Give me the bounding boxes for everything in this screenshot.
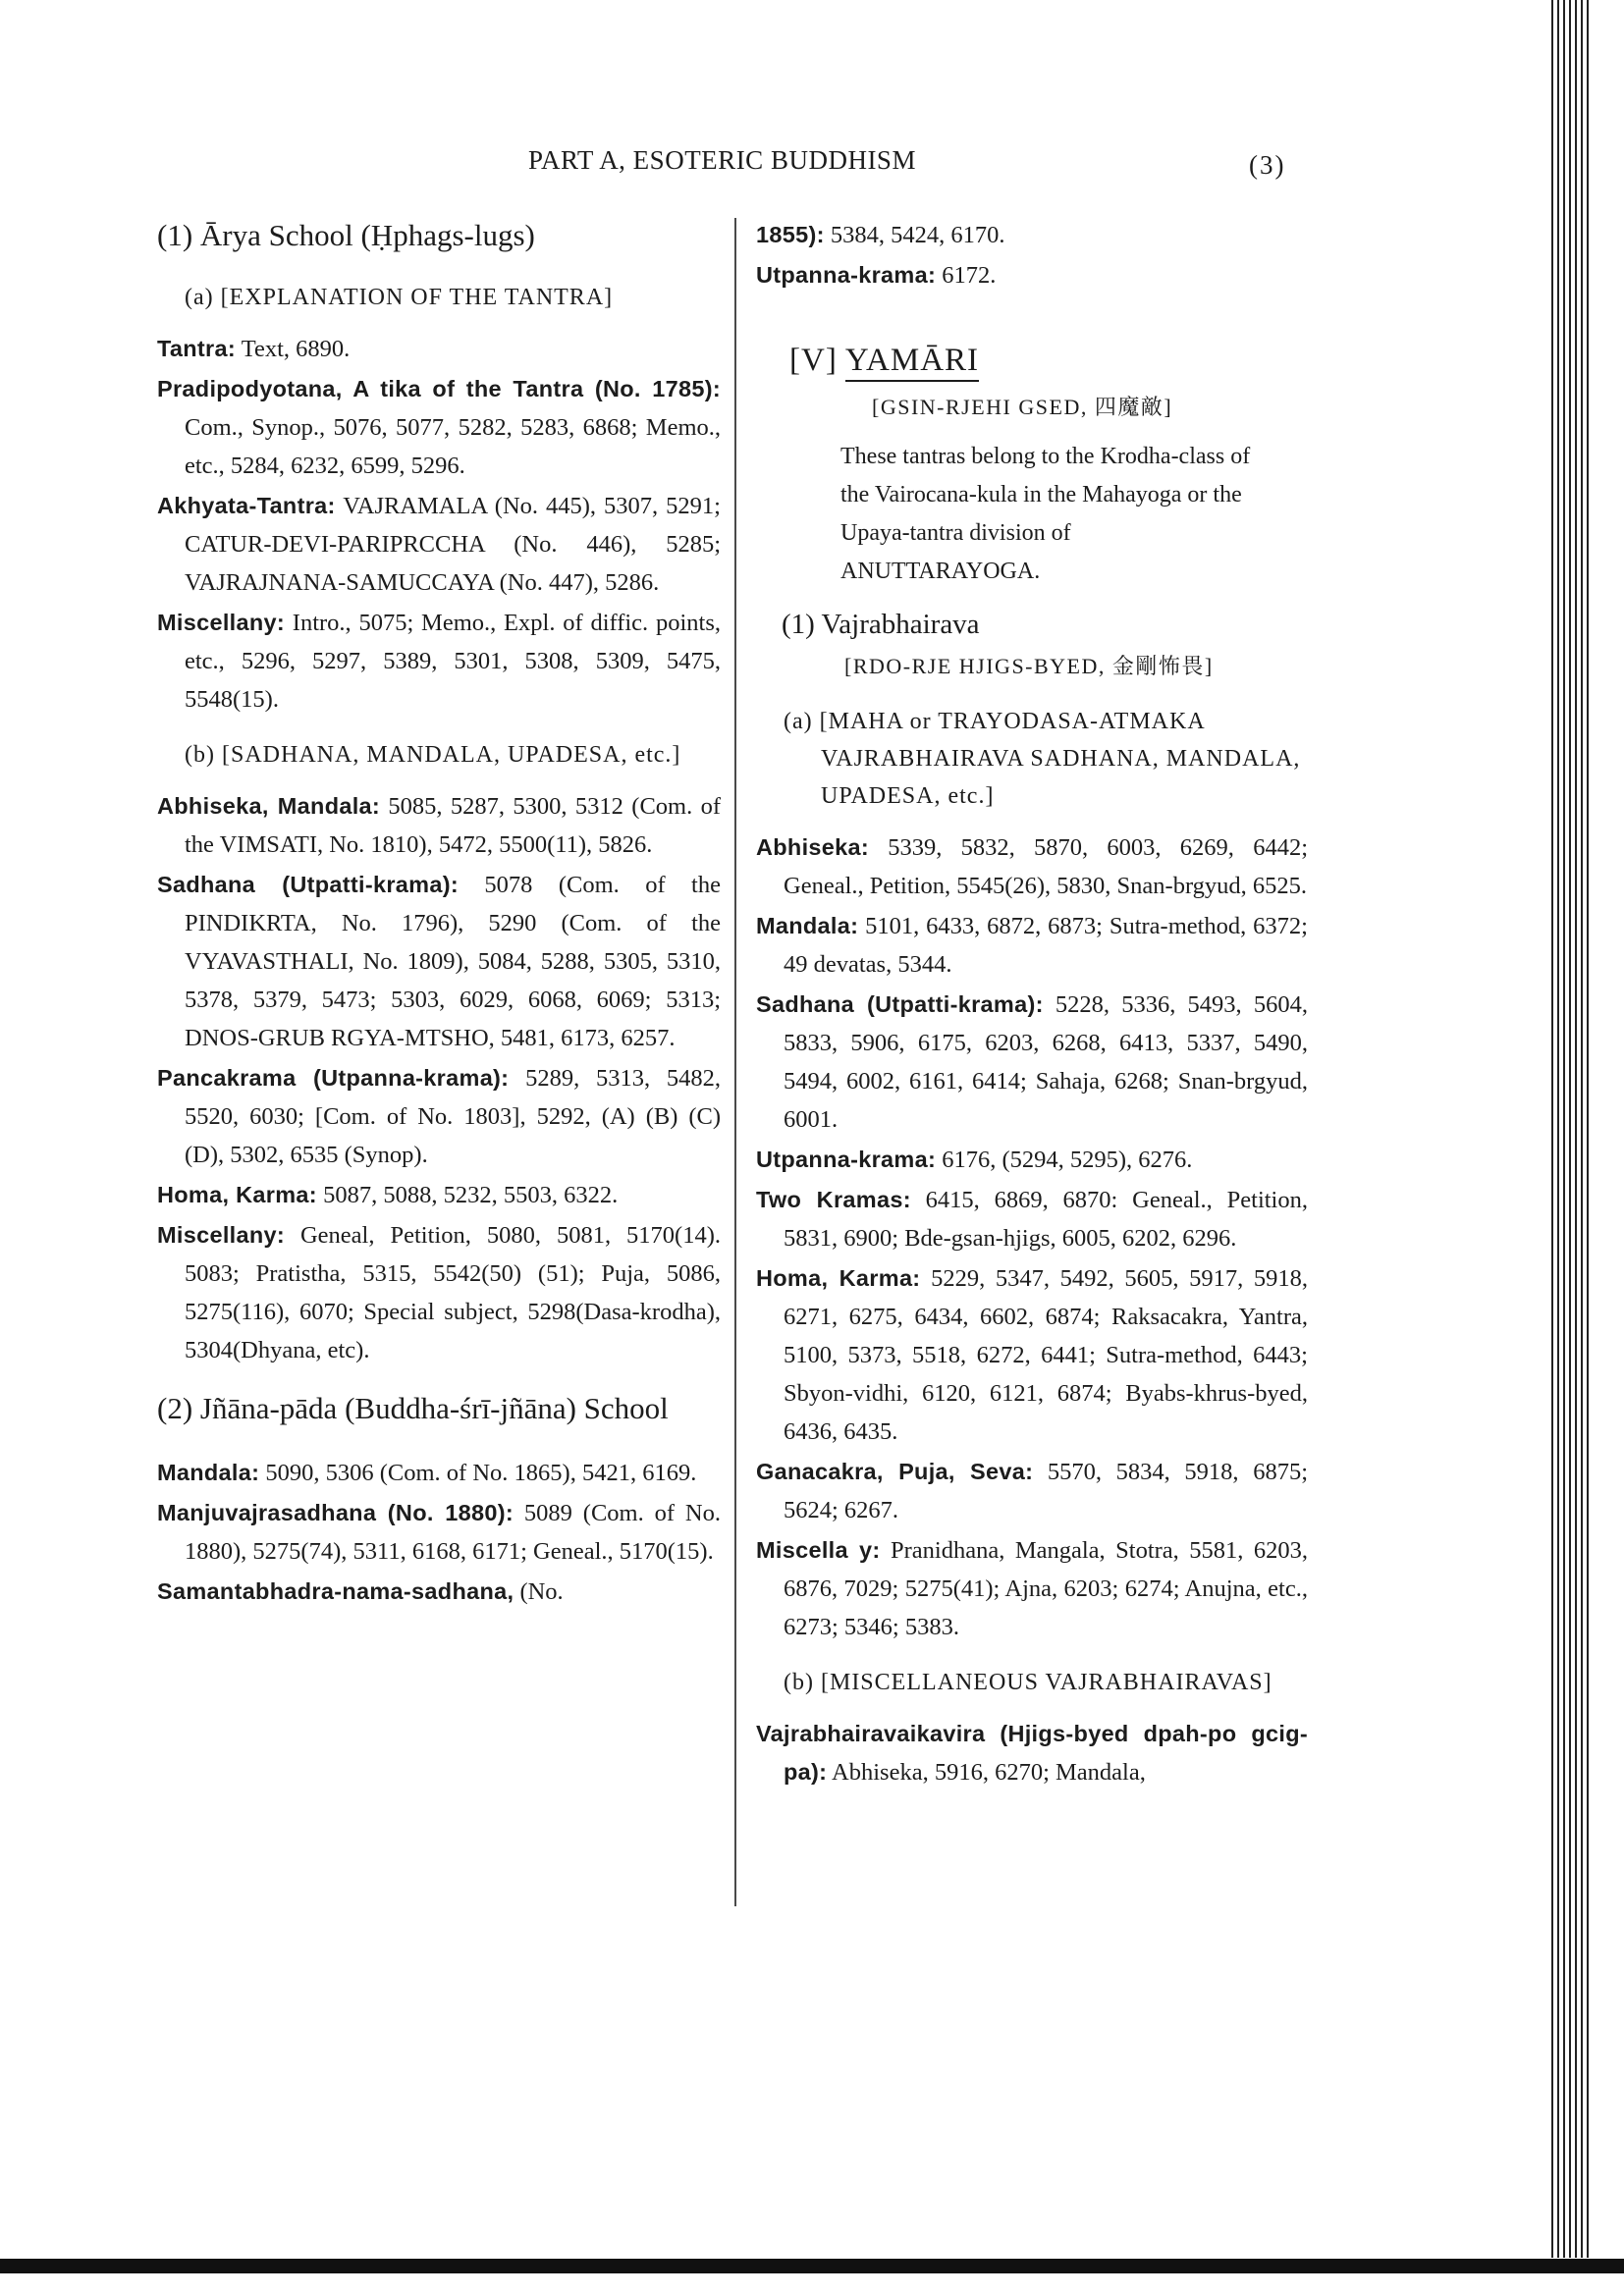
entry-term: Manjuvajrasadhana (No. 1880): [157,1500,514,1525]
index-entry [756,1715,1308,1791]
entry-text: Intro., 5075; Memo., Expl. of diffic. points, etc., 5296, 5297, 5389, 5301, 5308, 5309, 5475, 5548(15). [185,610,721,713]
entry-text: Com., Synop., 5076, 5077, 5282, 5283, 6868; Memo., etc., 5284, 6232, 6599, 5296. [185,414,721,479]
entry-text: Pranidhana, Mangala, Stotra, 5581, 6203, 6876, 7029; 5275(41); Ajna, 6203; 6274; Anujna, etc., 6273; 5346; 5383. [784,1537,1309,1640]
entry-text: (No. [514,1578,564,1605]
entry-term: Pradipodyotana, A tika of the Tantra (No. 1785): [157,376,721,401]
index-entry [157,370,721,485]
entry-text: 6176, (5294, 5295), 6276. [936,1147,1193,1173]
index-entry [157,330,721,368]
entry-text: 6172. [936,262,997,289]
index-entry [756,907,1308,984]
index-entry [756,1531,1308,1646]
index-entry [157,1216,721,1369]
entry-text: VAJRAMALA (No. 445), 5307, 5291; CATUR-DEVI-PARIPRCCHA (No. 446), 5285; VAJRAJNANA-SAMUCCAYA (No. 447), 5286. [185,493,721,596]
column-divider [734,218,736,1906]
index-entry [157,866,721,1057]
entry-text: Text, 6890. [236,336,351,362]
entry-text: 5101, 6433, 6872, 6873; Sutra-method, 6372; 49 devatas, 5344. [784,913,1308,978]
page-number: (3) [1249,150,1286,180]
entry-term: Abhiseka, Mandala: [157,793,381,819]
index-entry [157,1494,721,1571]
entry-term: Sadhana (Utpatti-krama): [756,991,1044,1017]
index-entry [157,604,721,719]
scan-bottom-bar [0,2259,1624,2273]
index-entry [756,256,1308,294]
index-entry [756,828,1308,905]
entry-term: Tantra: [157,336,237,361]
entry-term: Akhyata-Tantra: [157,493,336,518]
entry-term: Mandala: [157,1460,260,1485]
index-entry [756,216,1308,254]
subheading-maha: (a) [MAHA or TRAYODASA-ATMAKA VAJRABHAIRAVA SADHANA, MANDALA, UPADESA, etc.] [784,709,1301,809]
major-heading-title: YAMĀRI [845,343,979,382]
entry-term: Homa, Karma: [157,1182,317,1207]
class-note: These tantras belong to the Krodha-class of the Vairocana-kula in the Mahayoga or the Upaya-tantra division of ANUTTARAYOGA. [840,444,1251,584]
major-heading-yamari [789,340,1308,381]
entry-term: Abhiseka: [756,834,870,860]
index-entry [756,1181,1308,1257]
entry-term: Utpanna-krama: [756,262,937,288]
entry-term: Ganacakra, Puja, Seva: [756,1459,1034,1484]
entry-text: Geneal, Petition, 5080, 5081, 5170(14). 5083; Pratistha, 5315, 5542(50) (51); Puja, 5086, 5275(116), 6070; Special subject, 5298(Dasa-krodha), 5304(Dhyana, etc). [185,1222,721,1363]
subheading-explanation: (a) [EXPLANATION OF THE TANTRA] [185,285,614,310]
index-entry [756,1141,1308,1179]
subsection-heading-vajrabhairava: (1) Vajrabhairava [782,609,980,640]
entry-text: 5289, 5313, 5482, 5520, 6030; [Com. of No. 1803], 5292, (A) (B) (C) (D), 5302, 6535 (Synop). [185,1065,721,1168]
entry-text: 5089 (Com. of No. 1880), 5275(74), 5311, 6168, 6171; Geneal., 5170(15). [185,1500,721,1565]
entry-term: Samantabhadra-nama-sadhana, [157,1578,514,1604]
entry-term: Vajrabhairavaikavira (Hjigs-byed dpah-po gcig-pa): [756,1721,1308,1785]
entry-text: 5570, 5834, 5918, 6875; 5624; 6267. [784,1459,1309,1523]
index-entry [157,787,721,864]
index-entry [157,1176,721,1214]
entry-term: Mandala: [756,913,859,938]
section-heading-jnana-pada: (2) Jñāna-pāda (Buddha-śrī-jñāna) School [157,1391,669,1425]
entry-term: 1855): [756,222,825,247]
entry-text: Abhiseka, 5916, 6270; Mandala, [827,1759,1146,1786]
right-column [756,216,1308,1793]
entry-term: Miscellany: [157,610,285,635]
scan-binding-edge [1551,0,1598,2258]
subheading-sadhana: (b) [SADHANA, MANDALA, UPADESA, etc.] [185,742,681,768]
entry-term: Pancakrama (Utpanna-krama): [157,1065,510,1091]
index-entry [756,1259,1308,1451]
entry-text: 5087, 5088, 5232, 5503, 6322. [316,1182,619,1208]
tibetan-title: [GSIN-RJEHI GSED, 四魔敵] [872,395,1173,419]
index-entry [157,1059,721,1174]
entry-text: 5228, 5336, 5493, 5604, 5833, 5906, 6175, 6203, 6268, 6413, 5337, 5490, 5494, 6002, 6161, 6414; Sahaja, 6268; Snan-brgyud, 6001. [784,991,1308,1133]
entry-term: Two Kramas: [756,1187,911,1212]
entry-term: Homa, Karma: [756,1265,921,1291]
index-entry [756,1453,1308,1529]
major-heading-label: [V] [789,343,838,378]
entry-term: Miscella y: [756,1537,881,1563]
entry-text: 5229, 5347, 5492, 5605, 5917, 5918, 6271, 6275, 6434, 6602, 6874; Raksacakra, Yantra, 5100, 5373, 5518, 6272, 6441; Sutra-method, 6443; Sbyon-vidhi, 6120, 6121, 6874; Byabs-khrus-byed, 6436, 6435. [784,1265,1308,1445]
entry-text: 5085, 5287, 5300, 5312 (Com. of the VIMSATI, No. 1810), 5472, 5500(11), 5826. [185,793,721,858]
running-header: PART A, ESOTERIC BUDDHISM [528,145,916,175]
entry-term: Miscellany: [157,1222,285,1248]
entry-term: Utpanna-krama: [756,1147,937,1172]
entry-text: 6415, 6869, 6870: Geneal., Petition, 5831, 6900; Bde-gsan-hjigs, 6005, 6202, 6296. [784,1187,1308,1252]
subheading-miscellaneous: (b) [MISCELLANEOUS VAJRABHAIRAVAS] [784,1670,1272,1695]
index-entry [756,986,1308,1139]
index-entry [157,1454,721,1492]
entry-text: 5078 (Com. of the PINDIKRTA, No. 1796), 5290 (Com. of the VYAVASTHALI, No. 1809), 5084, 5288, 5305, 5310, 5378, 5379, 5473; 5303, 6029, 6068, 6069; 5313; DNOS-GRUB RGYA-MTSHO, 5481, 6173, 6257. [185,872,721,1051]
entry-term: Sadhana (Utpatti-krama): [157,872,459,897]
entry-text: 5339, 5832, 5870, 6003, 6269, 6442; Geneal., Petition, 5545(26), 5830, Snan-brgyud, 6525. [784,834,1308,899]
index-entry [157,1573,721,1611]
tibetan-subtitle: [RDO-RJE HJIGS-BYED, 金剛怖畏] [844,654,1214,678]
section-heading-arya-school: (1) Ārya School (Ḥphags-lugs) [157,218,535,252]
entry-text: 5384, 5424, 6170. [824,222,1005,248]
index-entry [157,487,721,602]
entry-text: 5090, 5306 (Com. of No. 1865), 5421, 6169. [259,1460,697,1486]
left-column [157,216,721,1613]
